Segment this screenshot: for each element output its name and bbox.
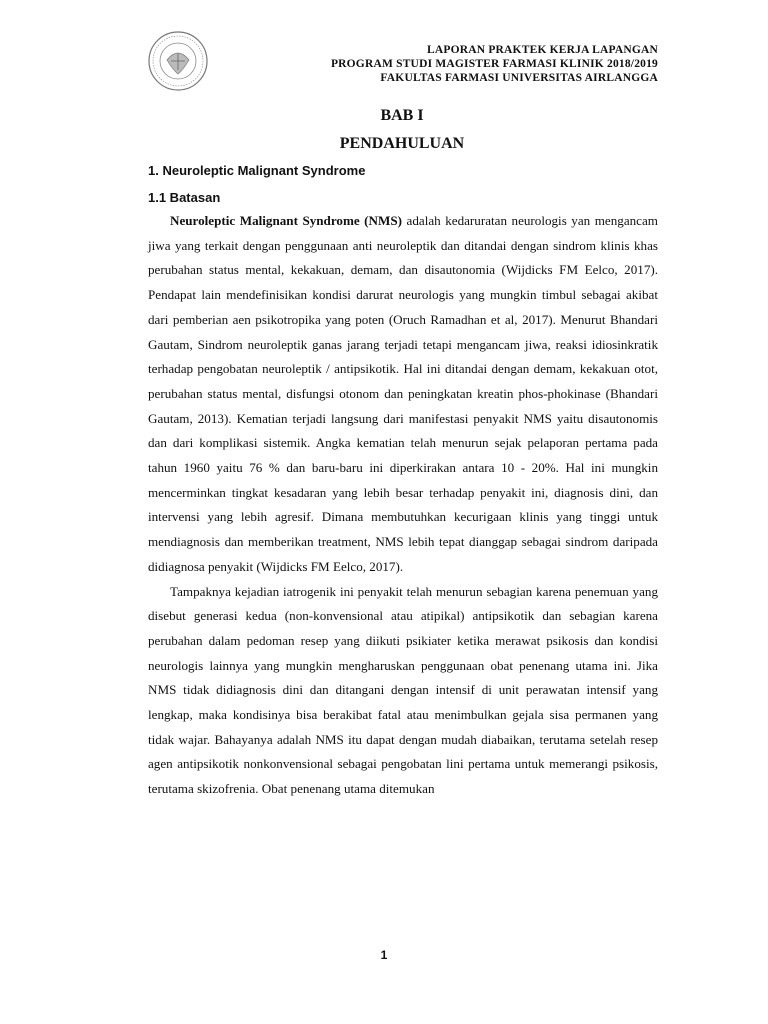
paragraph-1-text: adalah kedaruratan neurologis yan mengancam jiwa yang terkait dengan penggunaan anti neuroleptik dan ditandai dengan sindrom klinis khas perubahan status mental, kekakuan, demam, dan disautonomia (Wijdicks FM Eelco, 2017). Pendapat lain mendefinisikan kondisi darurat neurologis yang mungkin timbul sebagai akibat dari pemberian aen psikotropika yang poten (Oruch Ramadhan et al, 2017). Menurut Bhandari Gautam, Sindrom neuroleptik ganas jarang terjadi tetapi mengancam jiwa, reaksi idiosinkratik terhadap pengobatan neuroleptik / antipsikotik. Hal ini ditandai dengan demam, kekakuan otot, perubahan status mental, disfungsi otonom dan peningkatan kreatin phos-phokinase (Bhandari Gautam, 2013). Kematian terjadi langsung dari manifestasi penyakit NMS yaitu disautonomis dan dari komplikasi sistemik. Angka kematian telah menurun sejak pelaporan pertama pada tahun 1960 yaitu 76 % dan baru-baru ini diperkirakan antara 10 - 20%. Hal ini mungkin mencerminkan tingkat kesadaran yang lebih besar terhadap penyakit ini, diagnosis dini, dan intervensi yang lebih agresif. Dimana membutuhkan kecurigaan klinis yang tinggi untuk mendiagnosis dan memberikan treatment, NMS lebih tepat dianggap sebagai sindrom daripada didiagnosa penyakit (Wijdicks FM Eelco, 2017). bbox=[148, 213, 658, 574]
header-line-3: FAKULTAS FARMASI UNIVERSITAS AIRLANGGA bbox=[380, 72, 658, 84]
body-text bbox=[148, 209, 658, 802]
section-heading: 1. Neuroleptic Malignant Syndrome bbox=[148, 163, 366, 178]
subsection-heading: 1.1 Batasan bbox=[148, 190, 221, 205]
chapter-title: PENDAHULUAN bbox=[339, 135, 465, 152]
paragraph-2: Tampaknya kejadian iatrogenik ini penyakit telah menurun sebagian karena penemuan yang disebut generasi kedua (non-konvensional atau atipikal) antipsikotik dan sebagian karena perubahan dalam pedoman resep yang diikuti psikiater ketika merawat psikosis dan kondisi neurologis lainnya yang mungkin mengharuskan penggunaan obat penenang utama ini. Jika NMS tidak didiagnosis dini dan ditangani dengan intensif di unit perawatan intensif yang lengkap, maka kondisinya bisa berakibat fatal atau menimbulkan gejala sisa permanen yang tidak wajar. Bahayanya adalah NMS itu dapat dengan mudah diabaikan, terutama setelah resep agen antipsikotik nonkonvensional sebagai pengobatan lini pertama untuk memerangi psikosis, terutama skizofrenia. Obat penenang utama ditemukan bbox=[148, 583, 658, 797]
page-number: 1 bbox=[380, 948, 388, 962]
header-line-1: LAPORAN PRAKTEK KERJA LAPANGAN bbox=[426, 44, 658, 56]
paragraph-1 bbox=[148, 209, 658, 580]
term-nms: Neuroleptic Malignant Syndrome (NMS) bbox=[170, 213, 403, 228]
header-line-2: PROGRAM STUDI MAGISTER FARMASI KLINIK 2018/2019 bbox=[330, 58, 658, 70]
university-seal-logo bbox=[147, 30, 209, 92]
report-header bbox=[331, 43, 658, 85]
chapter-number: BAB I bbox=[380, 107, 424, 124]
